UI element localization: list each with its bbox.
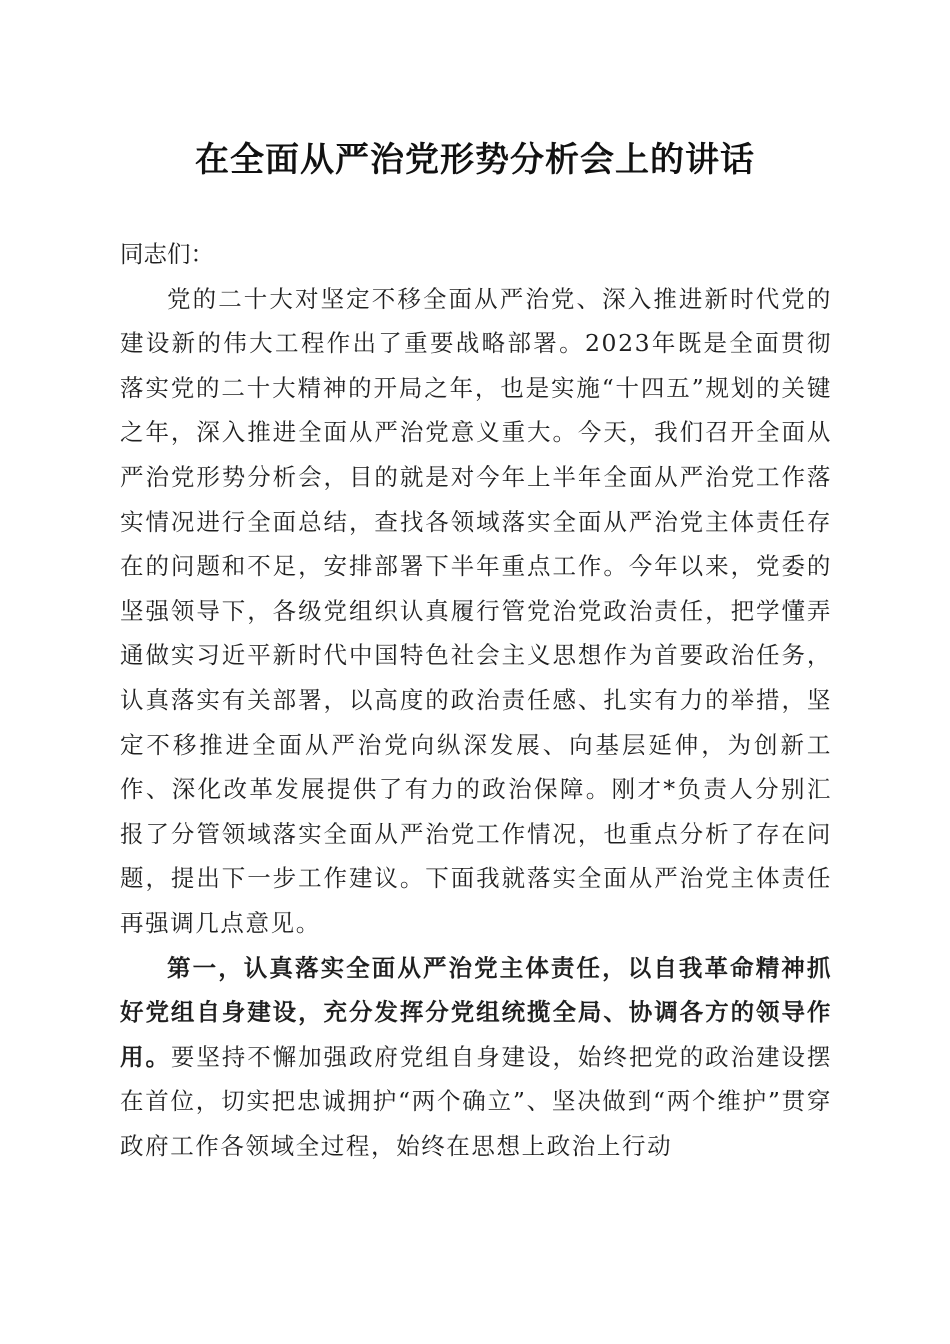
- paragraph-2-body: 要坚持不懈加强政府党组自身建设，始终把党的政治建设摆在首位，切实把忠诚拥护“两个确立”、坚决做到“两个维护”贯穿政府工作各领域全过程，始终在思想上政治上行动: [120, 1042, 832, 1160]
- document-body: [120, 232, 832, 1168]
- paragraph-2-heading: 第一，认真落实全面从严治党主体责任，以自我革命精神抓好党组自身建设，充分发挥分党组统揽全局、协调各方的领导作用。: [120, 953, 832, 1071]
- paragraph-1: 党的二十大对坚定不移全面从严治党、深入推进新时代党的建设新的伟大工程作出了重要战略部署。2023年既是全面贯彻落实党的二十大精神的开局之年，也是实施“十四五”规划的关键之年，深入推进全面从严治党意义重大。今天，我们召开全面从严治党形势分析会，目的就是对今年上半年全面从严治党工作落实情况进行全面总结，查找各领域落实全面从严治党主体责任存在的问题和不足，安排部署下半年重点工作。今年以来，党委的坚强领导下，各级党组织认真履行管党治党政治责任，把学懂弄通做实习近平新时代中国特色社会主义思想作为首要政治任务，认真落实有关部署，以高度的政治责任感、扎实有力的举措，坚定不移推进全面从严治党向纵深发展、向基层延伸，为创新工作、深化改革发展提供了有力的政治保障。刚才*负责人分别汇报了分管领域落实全面从严治党工作情况，也重点分析了存在问题，提出下一步工作建议。下面我就落实全面从严治党主体责任再强调几点意见。: [120, 284, 832, 937]
- salutation: 同志们：: [120, 240, 214, 268]
- paragraph-2: [120, 946, 832, 1169]
- document-title: 在全面从严治党形势分析会上的讲话: [195, 140, 755, 180]
